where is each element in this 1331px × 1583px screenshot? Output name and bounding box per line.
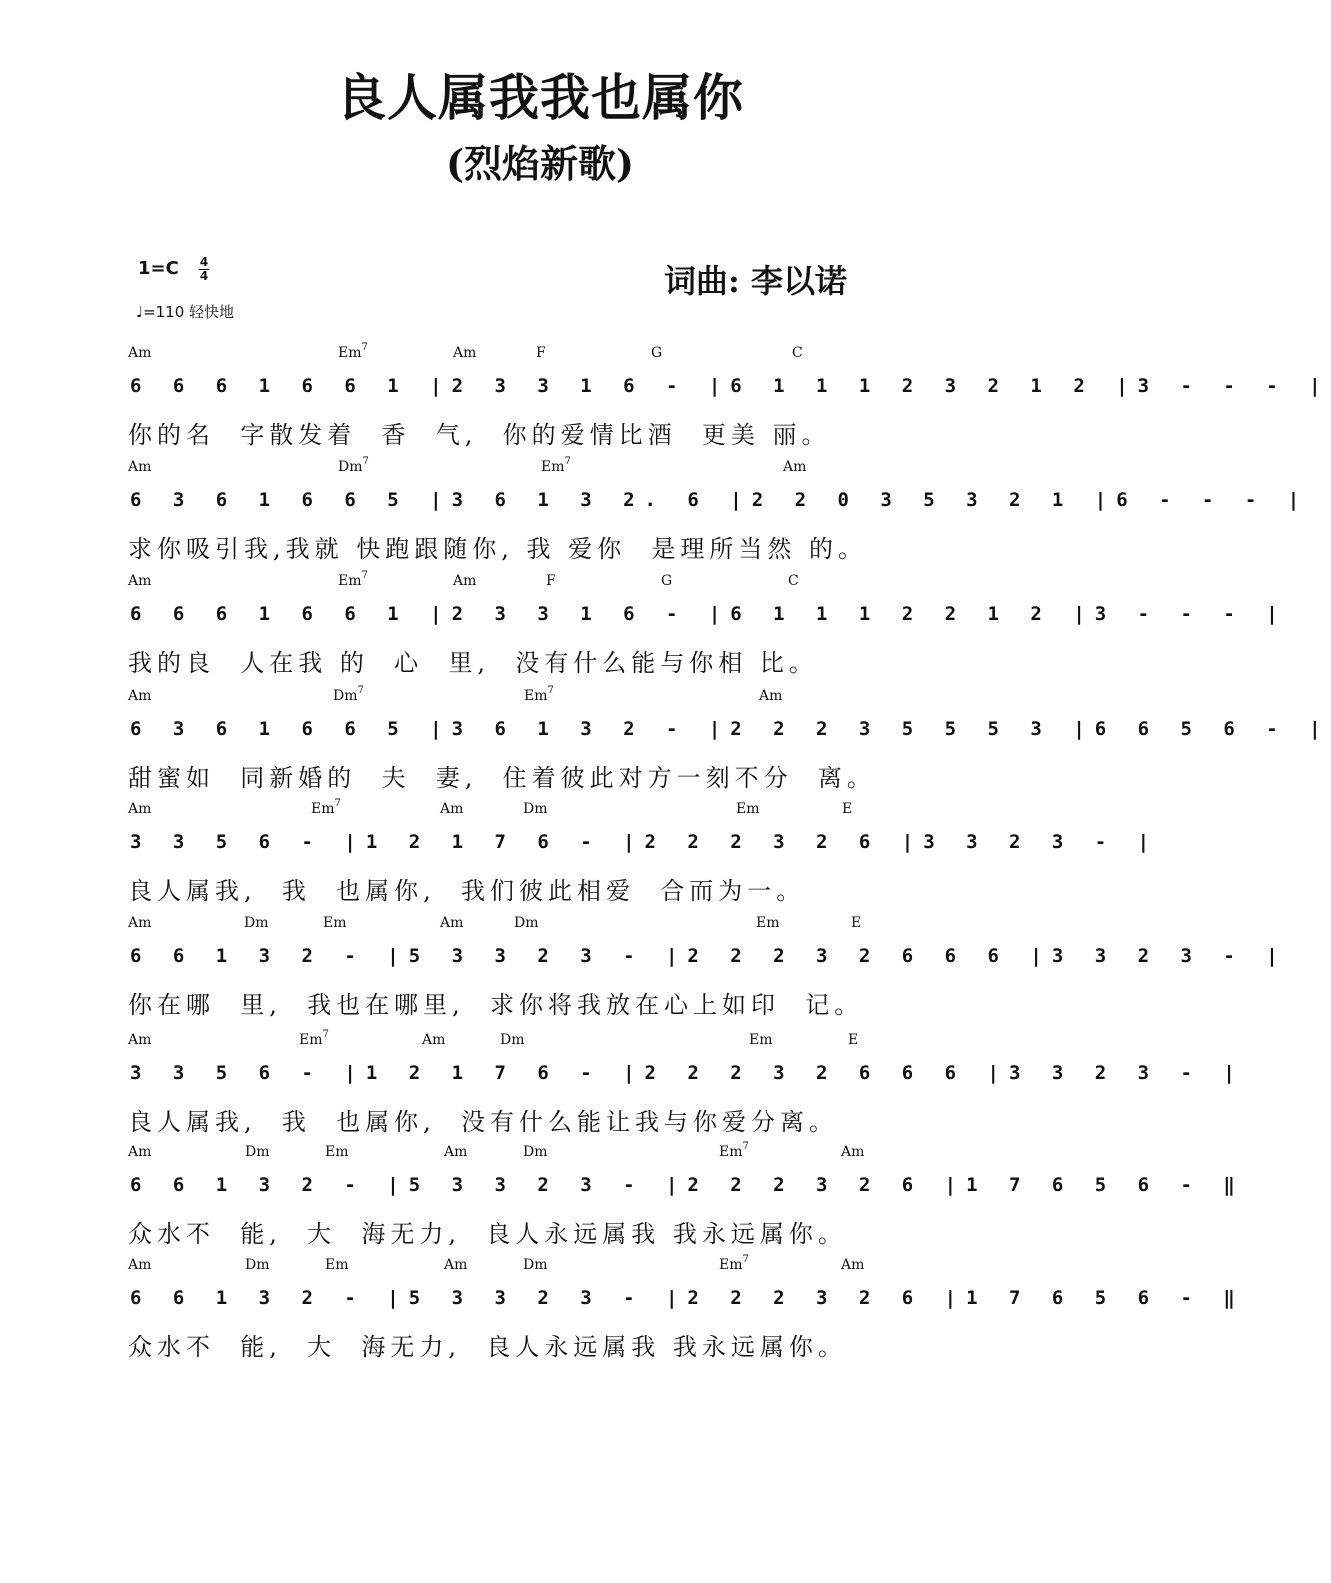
chord-root: Em: [736, 801, 760, 817]
chord-root: Am: [783, 459, 807, 475]
chord-symbol: [128, 801, 151, 817]
chord-root: Dm: [245, 1257, 270, 1273]
chord-root: C: [788, 573, 799, 589]
chord-root: C: [792, 345, 803, 361]
chord-symbol: [422, 1032, 445, 1048]
chord-symbol: [546, 573, 556, 589]
lyrics-row: 求你吸引我,我就 快跑跟随你, 我 爱你 是理所当然 的。: [128, 535, 868, 563]
chord-symbol: [444, 1144, 467, 1160]
time-signature: [199, 256, 209, 283]
chord-symbol: [299, 1029, 329, 1048]
lyrics-row: 你在哪 里, 我也在哪里, 求你将我放在心上如印 记。: [128, 991, 864, 1019]
chord-symbol: [128, 1144, 151, 1160]
chord-root: Am: [841, 1257, 865, 1273]
chord-symbol: [783, 459, 806, 475]
notation-row: 6 6 6 1 6 6 1 |2 3 3 1 6 - |6 1 1 1 2 3 2 1 2 |3 - - - |: [130, 375, 1331, 397]
chord-symbol: [500, 1032, 525, 1048]
chord-root: Am: [128, 801, 152, 817]
chord-root: Em: [311, 801, 335, 817]
song-subtitle: (烈焰新歌): [446, 141, 634, 186]
chord-root: Am: [128, 573, 152, 589]
score-line: [0, 915, 1288, 1030]
chord-root: Am: [128, 459, 152, 475]
chord-symbol: [338, 570, 368, 589]
chord-symbol: [514, 915, 539, 931]
song-title: 良人属我我也属你: [336, 68, 744, 127]
lyrics-row: 我的良 人在我 的 心 里, 没有什么能与你相 比。: [128, 649, 818, 677]
chord-extension: 7: [361, 570, 368, 581]
lyrics-row: 良人属我, 我 也属你, 我们彼此相爱 合而为一。: [128, 877, 806, 905]
chord-extension: 7: [547, 685, 554, 696]
chord-root: Am: [841, 1144, 865, 1160]
notation-row: 3 3 5 6 - |1 2 1 7 6 - |2 2 2 3 2 6 |3 3 2 3 - |: [130, 831, 1160, 853]
chord-symbol: [128, 915, 151, 931]
chord-root: Em: [749, 1032, 773, 1048]
chord-extension: 7: [334, 798, 341, 809]
chord-root: Em: [338, 573, 362, 589]
lyrics-row: 甜蜜如 同新婚的 夫 妻, 住着彼此对方一刻不分 离。: [128, 764, 876, 792]
notation-row: 6 6 6 1 6 6 1 |2 3 3 1 6 - |6 1 1 1 2 2 1 2 |3 - - - |: [130, 603, 1288, 625]
time-signature-numerator: 4: [199, 255, 209, 269]
chord-symbol: [440, 915, 463, 931]
lyrics-row: 众水不 能, 大 海无力, 良人永远属我 我永远属你。: [128, 1333, 847, 1361]
chord-symbol: [541, 456, 571, 475]
chord-symbol: [523, 801, 548, 817]
chord-root: E: [848, 1032, 859, 1048]
chord-root: Am: [440, 801, 464, 817]
notation-row: 6 3 6 1 6 6 5 |3 6 1 3 2 - |2 2 2 3 5 5 5 3 |6 6 5 6 - |: [130, 718, 1331, 740]
lyrics-row: 你的名 字散发着 香 气, 你的爱情比酒 更美 丽。: [128, 421, 831, 449]
chord-extension: 7: [322, 1029, 329, 1040]
chord-symbol: [523, 1144, 548, 1160]
chord-symbol: [128, 688, 151, 704]
chord-symbol: [245, 1257, 270, 1273]
chord-symbol: [759, 688, 782, 704]
chord-symbol: [128, 459, 151, 475]
chord-root: Dm: [523, 801, 548, 817]
chord-symbol: [536, 345, 546, 361]
chord-symbol: [719, 1254, 749, 1273]
chord-symbol: [851, 915, 861, 931]
score-line: [0, 1254, 1245, 1372]
chord-symbol: [651, 345, 662, 361]
chord-root: Em: [299, 1032, 323, 1048]
chord-root: Dm: [523, 1257, 548, 1273]
score-line: [0, 798, 1160, 916]
chord-root: G: [661, 573, 673, 589]
chord-root: Dm: [338, 459, 363, 475]
chord-symbol: [128, 573, 151, 589]
chord-symbol: [719, 1141, 749, 1160]
chord-symbol: [848, 1032, 858, 1048]
chord-root: Am: [422, 1032, 446, 1048]
score-line: [0, 1029, 1245, 1147]
chord-symbol: [440, 801, 463, 817]
chord-root: Em: [756, 915, 780, 931]
chord-root: Dm: [500, 1032, 525, 1048]
chord-root: Dm: [514, 915, 539, 931]
chord-root: E: [851, 915, 862, 931]
chord-symbol: [788, 573, 799, 589]
chord-root: Am: [444, 1257, 468, 1273]
chord-symbol: [245, 1144, 270, 1160]
chord-symbol: [128, 1257, 151, 1273]
chord-symbol: [661, 573, 672, 589]
chord-symbol: [128, 1032, 151, 1048]
chord-root: Am: [440, 915, 464, 931]
chord-symbol: [338, 456, 369, 475]
chord-extension: 7: [362, 456, 369, 467]
chord-symbol: [325, 1144, 349, 1160]
chord-root: Am: [128, 688, 152, 704]
chord-symbol: [323, 915, 347, 931]
chord-symbol: [244, 915, 269, 931]
time-signature-denominator: 4: [199, 269, 209, 283]
chord-symbol: [333, 685, 364, 704]
chord-symbol: [444, 1257, 467, 1273]
chord-symbol: [749, 1032, 773, 1048]
chord-extension: 7: [742, 1141, 749, 1152]
chord-symbol: [128, 345, 151, 361]
chord-root: Em: [524, 688, 548, 704]
author-credit: 词曲: 李以诺: [664, 262, 847, 300]
chord-root: F: [546, 573, 556, 589]
notation-row: 6 6 1 3 2 - |5 3 3 2 3 - |2 2 2 3 2 6 6 6 |3 3 2 3 - |: [130, 945, 1288, 967]
chord-extension: 7: [564, 456, 571, 467]
chord-root: Am: [128, 345, 152, 361]
chord-extension: 7: [357, 685, 364, 696]
chord-symbol: [325, 1257, 349, 1273]
chord-root: G: [651, 345, 663, 361]
chord-root: F: [536, 345, 546, 361]
chord-symbol: [453, 573, 476, 589]
chord-root: Em: [338, 345, 362, 361]
notation-row: 3 3 5 6 - |1 2 1 7 6 - |2 2 2 3 2 6 6 6 |3 3 2 3 - |: [130, 1062, 1245, 1084]
chord-root: Em: [719, 1144, 743, 1160]
chord-symbol: [792, 345, 803, 361]
chord-symbol: [338, 342, 368, 361]
chord-root: Am: [453, 345, 477, 361]
score-line: [0, 685, 1331, 803]
score-line: [0, 570, 1288, 688]
chord-root: Dm: [523, 1144, 548, 1160]
chord-root: E: [842, 801, 853, 817]
chord-symbol: [842, 801, 852, 817]
notation-row: 6 6 1 3 2 - |5 3 3 2 3 - |2 2 2 3 2 6 |1 7 6 5 6 - ‖: [130, 1174, 1245, 1196]
score-line: [0, 342, 1331, 460]
chord-symbol: [756, 915, 780, 931]
chord-root: Em: [325, 1257, 349, 1273]
chord-symbol: [524, 685, 554, 704]
chord-root: Am: [453, 573, 477, 589]
tempo-marking: ♩=110 轻快地: [136, 303, 235, 321]
lyrics-row: 众水不 能, 大 海无力, 良人永远属我 我永远属你。: [128, 1220, 847, 1248]
key-signature: 1=C: [138, 258, 179, 279]
chord-root: Em: [541, 459, 565, 475]
chord-symbol: [736, 801, 760, 817]
chord-root: Em: [719, 1257, 743, 1273]
chord-symbol: [311, 798, 341, 817]
chord-symbol: [453, 345, 476, 361]
chord-root: Am: [128, 1144, 152, 1160]
chord-root: Am: [128, 1032, 152, 1048]
chord-root: Em: [325, 1144, 349, 1160]
chord-root: Em: [323, 915, 347, 931]
score-line: [0, 456, 1310, 574]
chord-root: Dm: [244, 915, 269, 931]
score-line: [0, 1141, 1245, 1259]
lyrics-row: 良人属我, 我 也属你, 没有什么能让我与你爱分离。: [128, 1108, 839, 1136]
notation-row: 6 3 6 1 6 6 5 |3 6 1 3 2. 6 |2 2 0 3 5 3 2 1 |6 - - - |: [130, 489, 1310, 511]
chord-symbol: [841, 1257, 864, 1273]
chord-symbol: [841, 1144, 864, 1160]
chord-root: Dm: [245, 1144, 270, 1160]
chord-symbol: [523, 1257, 548, 1273]
notation-row: 6 6 1 3 2 - |5 3 3 2 3 - |2 2 2 3 2 6 |1 7 6 5 6 - ‖: [130, 1287, 1245, 1309]
chord-root: Am: [759, 688, 783, 704]
chord-root: Am: [128, 1257, 152, 1273]
chord-root: Am: [128, 915, 152, 931]
chord-root: Am: [444, 1144, 468, 1160]
chord-extension: 7: [742, 1254, 749, 1265]
chord-root: Dm: [333, 688, 358, 704]
chord-extension: 7: [361, 342, 368, 353]
